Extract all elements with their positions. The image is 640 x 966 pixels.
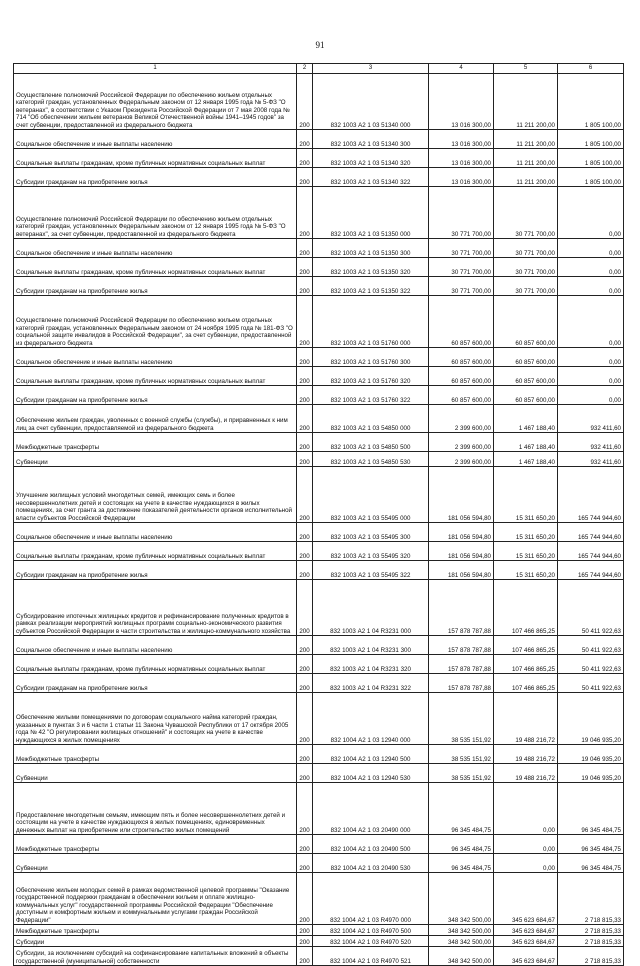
row-amount-col5: 19 488 216,72: [494, 745, 558, 764]
row-budget-code: 832 1003 А2 1 03 55495 000: [313, 467, 429, 523]
row-amount-col4: 60 857 600,00: [429, 296, 494, 348]
row-amount-col6: 96 345 484,75: [558, 783, 624, 835]
table-row: [14, 386, 624, 405]
row-amount-col4: 96 345 484,75: [429, 835, 494, 854]
row-amount-col5: 30 771 700,00: [494, 239, 558, 258]
row-description: Социальное обеспечение и иные выплаты населению: [14, 348, 297, 367]
row-amount-col5: 15 311 650,20: [494, 561, 558, 580]
row-budget-code: 832 1003 А2 1 03 51760 300: [313, 348, 429, 367]
table-row: [14, 693, 624, 745]
row-amount-col5: 11 211 200,00: [494, 74, 558, 130]
row-amount-col4: 2 399 600,00: [429, 452, 494, 467]
table-row: [14, 523, 624, 542]
row-amount-col4: 181 056 594,80: [429, 523, 494, 542]
table-row: [14, 258, 624, 277]
row-description: Субсидии гражданам на приобретение жилья: [14, 168, 297, 187]
table-row: [14, 168, 624, 187]
row-budget-code: 832 1003 А2 1 03 54850 530: [313, 452, 429, 467]
row-amount-col5: 107 466 865,25: [494, 674, 558, 693]
row-amount-col6: 932 411,60: [558, 433, 624, 452]
row-amount-col6: 0,00: [558, 187, 624, 239]
row-column-2: 200: [297, 277, 313, 296]
row-amount-col5: 30 771 700,00: [494, 187, 558, 239]
row-amount-col6: 50 411 922,63: [558, 655, 624, 674]
row-amount-col4: 13 016 300,00: [429, 74, 494, 130]
row-description: Обеспечение жилыми помещениями по договорам социального найма категорий граждан, указанных в пунктах 3 и 6 части 1 статьи 11 Закона Чувашской Республики от 17 октября 2005 года № 42 "О регулировании жилищных отношений" и состоящих на учете в качестве нуждающихся в жилых помещениях: [14, 693, 297, 745]
row-amount-col5: 345 623 684,67: [494, 873, 558, 925]
row-amount-col4: 60 857 600,00: [429, 367, 494, 386]
row-amount-col6: 0,00: [558, 239, 624, 258]
row-description: Социальные выплаты гражданам, кроме публичных нормативных социальных выплат: [14, 542, 297, 561]
row-column-2: 200: [297, 655, 313, 674]
row-amount-col4: 157 878 787,88: [429, 674, 494, 693]
row-column-2: 200: [297, 130, 313, 149]
row-amount-col5: 11 211 200,00: [494, 149, 558, 168]
row-amount-col5: 15 311 650,20: [494, 542, 558, 561]
row-budget-code: 832 1003 А2 1 04 R3231 322: [313, 674, 429, 693]
row-amount-col5: 11 211 200,00: [494, 168, 558, 187]
row-description: Субсидии гражданам на приобретение жилья: [14, 674, 297, 693]
row-amount-col5: 60 857 600,00: [494, 386, 558, 405]
row-amount-col4: 13 016 300,00: [429, 149, 494, 168]
row-budget-code: 832 1003 А2 1 04 R3231 320: [313, 655, 429, 674]
row-amount-col6: 2 718 815,33: [558, 925, 624, 936]
row-column-2: 200: [297, 405, 313, 433]
row-column-2: 200: [297, 947, 313, 966]
row-column-2: 200: [297, 873, 313, 925]
row-column-2: 200: [297, 835, 313, 854]
row-amount-col4: 30 771 700,00: [429, 187, 494, 239]
row-amount-col4: 2 399 600,00: [429, 433, 494, 452]
row-budget-code: 832 1003 А2 1 03 51340 000: [313, 74, 429, 130]
row-amount-col6: 50 411 922,63: [558, 674, 624, 693]
row-description: Социальные выплаты гражданам, кроме публичных нормативных социальных выплат: [14, 367, 297, 386]
row-description: Субсидии гражданам на приобретение жилья: [14, 561, 297, 580]
row-amount-col6: 2 718 815,33: [558, 936, 624, 947]
table-row: [14, 655, 624, 674]
row-amount-col6: 0,00: [558, 386, 624, 405]
table-row: [14, 764, 624, 783]
row-column-2: 200: [297, 258, 313, 277]
row-budget-code: 832 1003 А2 1 03 55495 322: [313, 561, 429, 580]
table-row: [14, 405, 624, 433]
row-amount-col6: 0,00: [558, 367, 624, 386]
row-amount-col4: 157 878 787,88: [429, 655, 494, 674]
row-budget-code: 832 1003 А2 1 04 R3231 000: [313, 580, 429, 636]
page-number: 91: [315, 40, 325, 50]
row-amount-col6: 1 805 100,00: [558, 130, 624, 149]
row-description: Обеспечение жильем молодых семей в рамках ведомственной целевой программы "Оказание государственной поддержки гражданам в обеспечении жильем и оплате жилищно-коммунальных услуг" государственной программы Российской Федерации "Обеспечение доступным и комфортным жильем и коммунальными услугами граждан Российской Федерации": [14, 873, 297, 925]
row-amount-col5: 1 467 188,40: [494, 433, 558, 452]
row-amount-col5: 15 311 650,20: [494, 467, 558, 523]
row-amount-col4: 181 056 594,80: [429, 542, 494, 561]
row-amount-col5: 107 466 865,25: [494, 636, 558, 655]
table-row: [14, 277, 624, 296]
row-amount-col5: 60 857 600,00: [494, 367, 558, 386]
row-budget-code: 832 1004 А2 1 03 20490 500: [313, 835, 429, 854]
row-amount-col6: 165 744 944,60: [558, 523, 624, 542]
table-row: [14, 745, 624, 764]
table-row: [14, 187, 624, 239]
table-row: [14, 580, 624, 636]
row-column-2: 200: [297, 386, 313, 405]
row-column-2: 200: [297, 467, 313, 523]
row-budget-code: 832 1003 А2 1 03 55495 320: [313, 542, 429, 561]
row-column-2: 200: [297, 561, 313, 580]
row-description: Межбюджетные трансферты: [14, 745, 297, 764]
row-amount-col6: 1 805 100,00: [558, 149, 624, 168]
row-amount-col6: 50 411 922,63: [558, 636, 624, 655]
row-amount-col5: 60 857 600,00: [494, 348, 558, 367]
row-amount-col4: 38 535 151,92: [429, 745, 494, 764]
row-amount-col5: 19 488 216,72: [494, 693, 558, 745]
row-column-2: 200: [297, 783, 313, 835]
row-amount-col6: 0,00: [558, 296, 624, 348]
table-row: [14, 296, 624, 348]
row-description: Субвенции: [14, 854, 297, 873]
row-column-2: 200: [297, 239, 313, 258]
table-row: [14, 854, 624, 873]
row-budget-code: 832 1004 А2 1 03 R4970 520: [313, 936, 429, 947]
table-row: [14, 149, 624, 168]
row-amount-col4: 181 056 594,80: [429, 467, 494, 523]
table-row: [14, 636, 624, 655]
row-budget-code: 832 1004 А2 1 03 R4970 000: [313, 873, 429, 925]
table-row: [14, 674, 624, 693]
row-amount-col5: 0,00: [494, 835, 558, 854]
row-description: Субвенции: [14, 764, 297, 783]
row-description: Социальные выплаты гражданам, кроме публичных нормативных социальных выплат: [14, 258, 297, 277]
row-budget-code: 832 1004 А2 1 03 R4970 521: [313, 947, 429, 966]
row-column-2: 200: [297, 542, 313, 561]
row-budget-code: 832 1004 А2 1 03 12940 530: [313, 764, 429, 783]
row-amount-col5: 19 488 216,72: [494, 764, 558, 783]
row-amount-col6: 50 411 922,63: [558, 580, 624, 636]
row-column-2: 200: [297, 745, 313, 764]
row-description: Межбюджетные трансферты: [14, 925, 297, 936]
column-header: 5: [494, 64, 558, 74]
row-column-2: 200: [297, 348, 313, 367]
row-amount-col6: 2 718 815,33: [558, 873, 624, 925]
row-amount-col4: 181 056 594,80: [429, 561, 494, 580]
row-amount-col4: 157 878 787,88: [429, 636, 494, 655]
row-column-2: 200: [297, 452, 313, 467]
row-amount-col4: 96 345 484,75: [429, 854, 494, 873]
row-amount-col5: 345 623 684,67: [494, 947, 558, 966]
row-description: Субсидии: [14, 936, 297, 947]
row-column-2: 200: [297, 854, 313, 873]
table-row: [14, 947, 624, 966]
row-column-2: 200: [297, 168, 313, 187]
row-budget-code: 832 1004 А2 1 03 20490 530: [313, 854, 429, 873]
row-amount-col6: 1 805 100,00: [558, 168, 624, 187]
row-budget-code: 832 1003 А2 1 03 51760 322: [313, 386, 429, 405]
row-budget-code: 832 1003 А2 1 03 51340 300: [313, 130, 429, 149]
row-column-2: 200: [297, 925, 313, 936]
table-row: [14, 467, 624, 523]
row-column-2: 200: [297, 296, 313, 348]
row-description: Межбюджетные трансферты: [14, 433, 297, 452]
row-description: Субсидии гражданам на приобретение жилья: [14, 277, 297, 296]
row-budget-code: 832 1003 А2 1 03 51340 322: [313, 168, 429, 187]
row-amount-col6: 19 046 935,20: [558, 693, 624, 745]
table-row: [14, 925, 624, 936]
row-budget-code: 832 1003 А2 1 03 54850 500: [313, 433, 429, 452]
row-column-2: 200: [297, 433, 313, 452]
table-row: [14, 542, 624, 561]
row-column-2: 200: [297, 764, 313, 783]
row-amount-col4: 38 535 151,92: [429, 693, 494, 745]
table-row: [14, 130, 624, 149]
table-row: [14, 433, 624, 452]
row-amount-col4: 60 857 600,00: [429, 386, 494, 405]
row-amount-col5: 1 467 188,40: [494, 452, 558, 467]
row-column-2: 200: [297, 74, 313, 130]
row-amount-col5: 60 857 600,00: [494, 296, 558, 348]
row-amount-col6: 0,00: [558, 277, 624, 296]
row-amount-col6: 19 046 935,20: [558, 764, 624, 783]
column-header: 2: [297, 64, 313, 74]
column-header: 1: [14, 64, 297, 74]
row-description: Социальное обеспечение и иные выплаты населению: [14, 636, 297, 655]
row-amount-col6: 165 744 944,60: [558, 561, 624, 580]
row-description: Осуществление полномочий Российской Федерации по обеспечению жильем отдельных категорий граждан, установленных Федеральным законом от 24 ноября 1995 года № 181-ФЗ "О социальной защите инвалидов в Российской Федерации", за счет субвенции, предоставленной из федерального бюджета: [14, 296, 297, 348]
row-description: Социальное обеспечение и иные выплаты населению: [14, 239, 297, 258]
row-amount-col4: 13 016 300,00: [429, 130, 494, 149]
row-description: Субсидии гражданам на приобретение жилья: [14, 386, 297, 405]
table-row: [14, 74, 624, 130]
row-amount-col4: 30 771 700,00: [429, 277, 494, 296]
table-row: [14, 783, 624, 835]
table-row: [14, 348, 624, 367]
column-header: 3: [313, 64, 429, 74]
row-description: Межбюджетные трансферты: [14, 835, 297, 854]
table-row: [14, 936, 624, 947]
row-budget-code: 832 1003 А2 1 03 51350 322: [313, 277, 429, 296]
row-amount-col4: 348 342 500,00: [429, 873, 494, 925]
row-description: Субвенции: [14, 452, 297, 467]
row-budget-code: 832 1003 А2 1 04 R3231 300: [313, 636, 429, 655]
row-column-2: 200: [297, 523, 313, 542]
row-description: Субсидирование ипотечных жилищных кредитов и рефинансирование полученных кредитов в рамках реализации мероприятий жилищных программ социально-экономического развития субъектов Российской Федерации в части строительства и жилищно-коммунального хозяйства: [14, 580, 297, 636]
row-column-2: 200: [297, 580, 313, 636]
row-amount-col6: 932 411,60: [558, 405, 624, 433]
row-amount-col4: 38 535 151,92: [429, 764, 494, 783]
table-row: [14, 561, 624, 580]
row-budget-code: 832 1003 А2 1 03 51350 300: [313, 239, 429, 258]
row-amount-col5: 15 311 650,20: [494, 523, 558, 542]
row-amount-col4: 60 857 600,00: [429, 348, 494, 367]
row-amount-col5: 30 771 700,00: [494, 277, 558, 296]
row-amount-col4: 30 771 700,00: [429, 258, 494, 277]
row-amount-col5: 107 466 865,25: [494, 655, 558, 674]
row-amount-col4: 348 342 500,00: [429, 947, 494, 966]
row-budget-code: 832 1003 А2 1 03 51350 320: [313, 258, 429, 277]
row-budget-code: 832 1004 А2 1 03 12940 000: [313, 693, 429, 745]
row-amount-col6: 19 046 935,20: [558, 745, 624, 764]
row-amount-col4: 13 016 300,00: [429, 168, 494, 187]
row-column-2: 200: [297, 674, 313, 693]
row-column-2: 200: [297, 367, 313, 386]
row-amount-col4: 30 771 700,00: [429, 239, 494, 258]
row-budget-code: 832 1003 А2 1 03 55495 300: [313, 523, 429, 542]
row-amount-col4: 2 399 600,00: [429, 405, 494, 433]
row-amount-col6: 96 345 484,75: [558, 854, 624, 873]
column-header: 4: [429, 64, 494, 74]
budget-table: [13, 63, 624, 966]
row-amount-col5: 345 623 684,67: [494, 925, 558, 936]
row-amount-col6: 1 805 100,00: [558, 74, 624, 130]
row-description: Осуществление полномочий Российской Федерации по обеспечению жильем отдельных категорий граждан, установленных Федеральным законом от 12 января 1995 года № 5-ФЗ "О ветеранах", в соответствии с Указом Президента Российской Федерации от 7 мая 2008 года № 714 "Об обеспечении жильем ветеранов Великой Отечественной войны 1941–1945 годов" за счет субвенции, предоставленной из федерального бюджета: [14, 74, 297, 130]
row-amount-col5: 0,00: [494, 854, 558, 873]
row-budget-code: 832 1003 А2 1 03 51760 320: [313, 367, 429, 386]
row-budget-code: 832 1004 А2 1 03 12940 500: [313, 745, 429, 764]
row-amount-col5: 30 771 700,00: [494, 258, 558, 277]
table-row: [14, 452, 624, 467]
row-description: Предоставление многодетным семьям, имеющим пять и более несовершеннолетних детей и состоящим на учете в качестве нуждающихся в жилых помещениях, единовременных денежных выплат на приобретение или строительство жилых помещений: [14, 783, 297, 835]
row-amount-col4: 157 878 787,88: [429, 580, 494, 636]
row-amount-col4: 96 345 484,75: [429, 783, 494, 835]
row-column-2: 200: [297, 636, 313, 655]
row-amount-col5: 1 467 188,40: [494, 405, 558, 433]
row-amount-col6: 165 744 944,60: [558, 467, 624, 523]
row-description: Социальные выплаты гражданам, кроме публичных нормативных социальных выплат: [14, 655, 297, 674]
row-budget-code: 832 1003 А2 1 03 54850 000: [313, 405, 429, 433]
row-budget-code: 832 1003 А2 1 03 51340 320: [313, 149, 429, 168]
row-description: Улучшение жилищных условий многодетных семей, имеющих семь и более несовершеннолетних детей и состоящих на учете в качестве нуждающихся в жилых помещениях, за счет гранта за достижение показателей деятельности органов исполнительной власти субъектов Российской Федерации: [14, 467, 297, 523]
header-row: [14, 64, 624, 74]
row-amount-col4: 348 342 500,00: [429, 936, 494, 947]
table-row: [14, 873, 624, 925]
row-description: Субсидии, за исключением субсидий на софинансирование капитальных вложений в объекты государственной (муниципальной) собственности: [14, 947, 297, 966]
row-budget-code: 832 1004 А2 1 03 R4970 500: [313, 925, 429, 936]
row-budget-code: 832 1003 А2 1 03 51760 000: [313, 296, 429, 348]
row-description: Социальное обеспечение и иные выплаты населению: [14, 130, 297, 149]
row-amount-col6: 932 411,60: [558, 452, 624, 467]
table-row: [14, 239, 624, 258]
row-column-2: 200: [297, 693, 313, 745]
row-description: Обеспечение жильем граждан, уволенных с военной службы (службы), и приравненных к ним лиц за счет субвенции, предоставляемой из федерального бюджета: [14, 405, 297, 433]
row-column-2: 200: [297, 936, 313, 947]
row-description: Социальное обеспечение и иные выплаты населению: [14, 523, 297, 542]
table-row: [14, 835, 624, 854]
column-header: 6: [558, 64, 624, 74]
row-description: Осуществление полномочий Российской Федерации по обеспечению жильем отдельных категорий граждан, установленных Федеральным законом от 12 января 1995 года № 5-ФЗ "О ветеранах", за счет субвенции, предоставленной из федерального бюджета: [14, 187, 297, 239]
row-column-2: 200: [297, 149, 313, 168]
table-row: [14, 367, 624, 386]
row-budget-code: 832 1003 А2 1 03 51350 000: [313, 187, 429, 239]
row-amount-col5: 107 466 865,25: [494, 580, 558, 636]
row-budget-code: 832 1004 А2 1 03 20490 000: [313, 783, 429, 835]
row-amount-col4: 348 342 500,00: [429, 925, 494, 936]
row-amount-col5: 11 211 200,00: [494, 130, 558, 149]
row-amount-col5: 345 623 684,67: [494, 936, 558, 947]
row-amount-col5: 0,00: [494, 783, 558, 835]
row-amount-col6: 0,00: [558, 258, 624, 277]
row-amount-col6: 96 345 484,75: [558, 835, 624, 854]
row-amount-col6: 0,00: [558, 348, 624, 367]
table-body: [14, 74, 624, 966]
row-description: Социальные выплаты гражданам, кроме публичных нормативных социальных выплат: [14, 149, 297, 168]
row-amount-col6: 165 744 944,60: [558, 542, 624, 561]
row-column-2: 200: [297, 187, 313, 239]
row-amount-col6: 2 718 815,33: [558, 947, 624, 966]
